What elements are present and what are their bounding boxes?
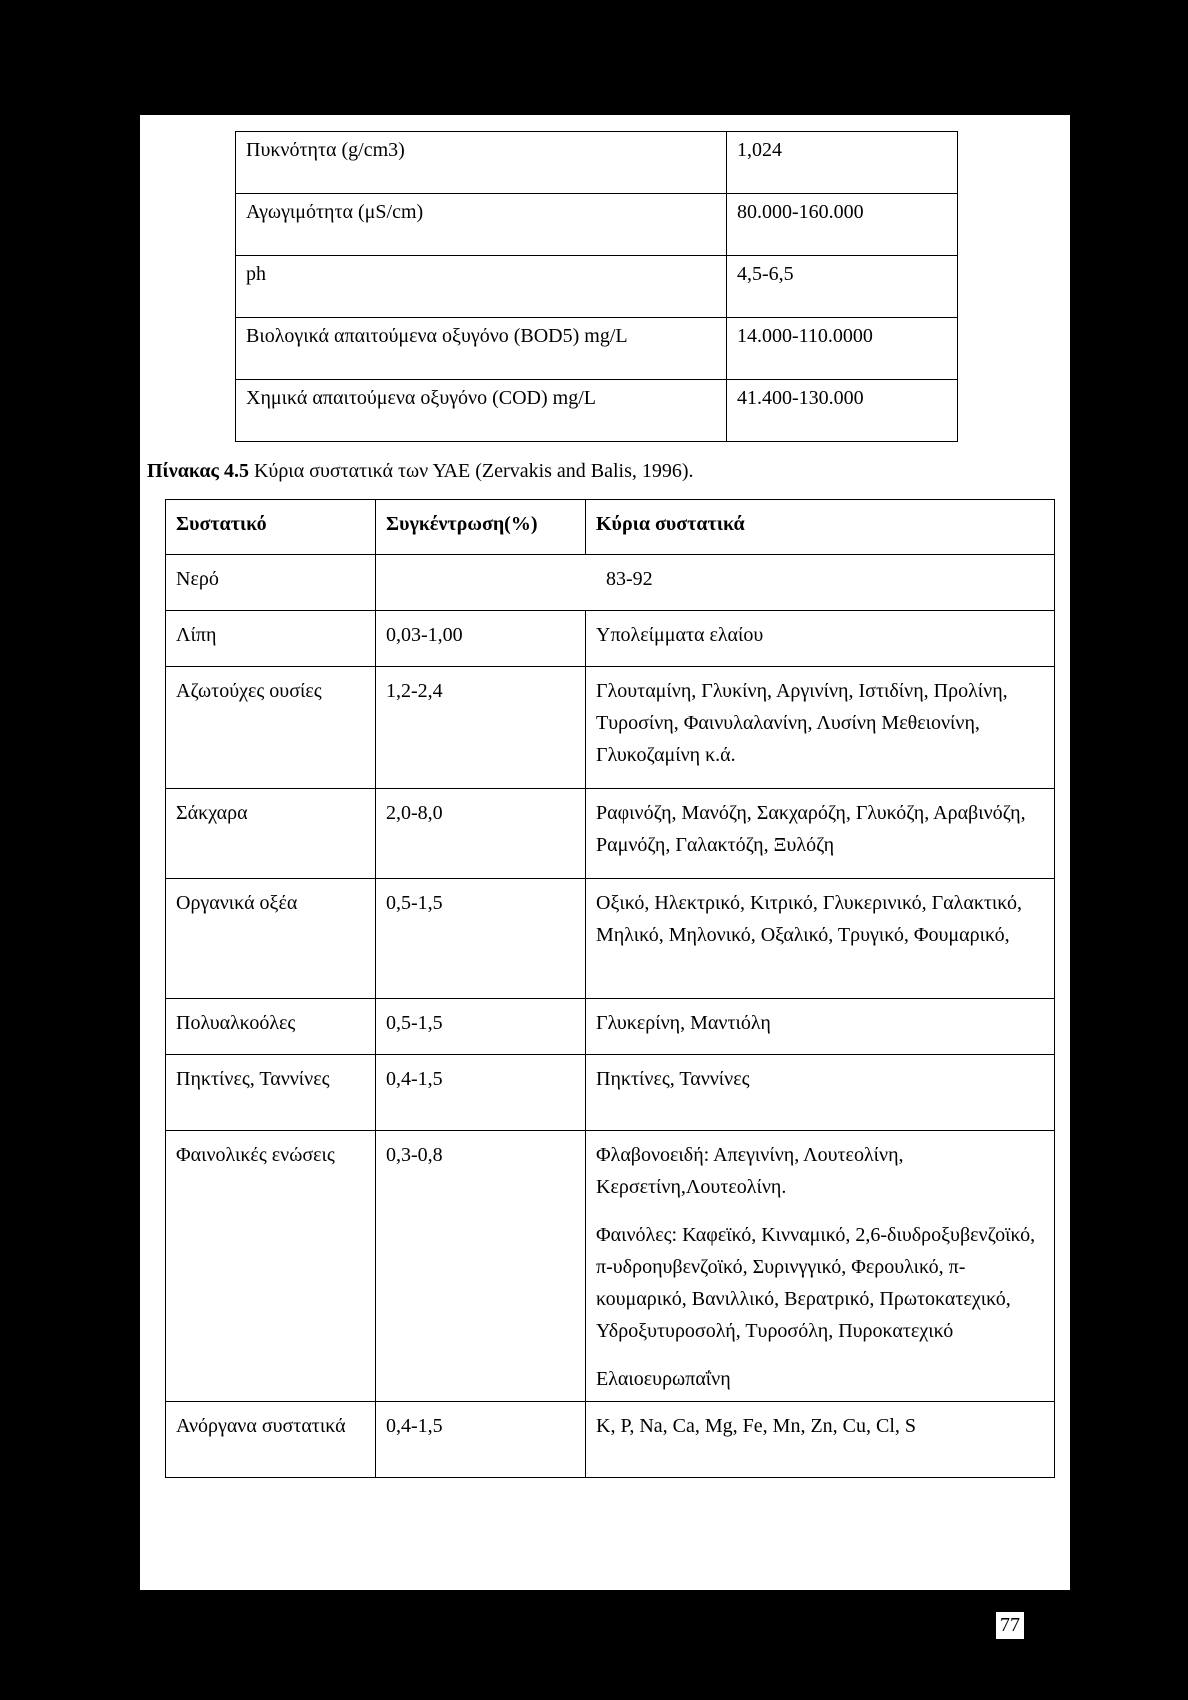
column-header-main-constituents: Κύρια συστατικά [586, 500, 1055, 555]
property-label: Πυκνότητα (g/cm3) [236, 132, 727, 194]
component-concentration: 0,4-1,5 [376, 1402, 586, 1478]
component-concentration [376, 555, 1055, 611]
component-main: Γλυκερίνη, Μαντιόλη [586, 999, 1055, 1055]
component-main: Υπολείμματα ελαίου [586, 611, 1055, 667]
property-value: 41.400-130.000 [727, 380, 958, 442]
component-concentration: 0,5-1,5 [376, 879, 586, 999]
component-concentration: 0,3-0,8 [376, 1131, 586, 1402]
table-row [166, 1131, 1055, 1402]
component-concentration: 0,4-1,5 [376, 1055, 586, 1131]
component-name: Οργανικά οξέα [166, 879, 376, 999]
table-row [166, 1402, 1055, 1478]
table-row [166, 611, 1055, 667]
component-concentration: 0,03-1,00 [376, 611, 586, 667]
property-label: Χημικά απαιτούμενα οξυγόνο (COD) mg/L [236, 380, 727, 442]
component-name: Πηκτίνες, Ταννίνες [166, 1055, 376, 1131]
component-main: Πηκτίνες, Ταννίνες [586, 1055, 1055, 1131]
property-value: 14.000-110.0000 [727, 318, 958, 380]
property-value: 1,024 [727, 132, 958, 194]
caption-text: Κύρια συστατικά των ΥΑΕ (Zervakis and Balis, 1996). [248, 460, 694, 482]
component-main: K, P, Na, Ca, Mg, Fe, Mn, Zn, Cu, Cl, S [586, 1402, 1055, 1478]
component-concentration: 2,0-8,0 [376, 789, 586, 879]
flavonoids-text: Φλαβονοειδή: Απεγινίνη, Λουτεολίνη, Κερσετίνη,Λουτεολίνη. [596, 1144, 904, 1198]
component-concentration: 0,5-1,5 [376, 999, 586, 1055]
property-label: ph [236, 256, 727, 318]
component-main: Οξικό, Ηλεκτρικό, Κιτρικό, Γλυκερινικό, Γαλακτικό, Μηλικό, Μηλονικό, Οξαλικό, Τρυγικό, Φουμαρικό, [586, 879, 1055, 999]
properties-table [235, 131, 958, 442]
table-caption [147, 460, 698, 485]
component-name: Πολυαλκοόλες [166, 999, 376, 1055]
caption-prefix: Πίνακας 4.5 [147, 460, 249, 482]
table-row [166, 789, 1055, 879]
table-row [166, 879, 1055, 999]
property-value: 80.000-160.000 [727, 194, 958, 256]
component-main [586, 1131, 1055, 1402]
concentration-value: 83-92 [606, 568, 653, 590]
component-name: Λίπη [166, 611, 376, 667]
composition-table [165, 499, 1055, 1478]
component-main: Ραφινόζη, Μανόζη, Σακχαρόζη, Γλυκόζη, Αραβινόζη, Ραμνόζη, Γαλακτόζη, Ξυλόζη [586, 789, 1055, 879]
page-number: 77 [996, 1612, 1024, 1639]
table-row [166, 667, 1055, 789]
component-concentration: 1,2-2,4 [376, 667, 586, 789]
column-header-concentration: Συγκέντρωση(%) [376, 500, 586, 555]
component-name: Σάκχαρα [166, 789, 376, 879]
property-label: Αγωγιμότητα (μS/cm) [236, 194, 727, 256]
table-row [166, 555, 1055, 611]
column-header-component: Συστατικό [166, 500, 376, 555]
component-name: Φαινολικές ενώσεις [166, 1131, 376, 1402]
table-row [236, 380, 958, 442]
property-value: 4,5-6,5 [727, 256, 958, 318]
table-row [236, 256, 958, 318]
table-row [166, 1055, 1055, 1131]
component-main: Γλουταμίνη, Γλυκίνη, Αργινίνη, Ιστιδίνη, Προλίνη, Τυροσίνη, Φαινυλαλανίνη, Λυσίνη Μεθειονίνη, Γλυκοζαμίνη κ.ά. [586, 667, 1055, 789]
oleuropein-text: Ελαιοευρωπαΐνη [596, 1368, 731, 1390]
table-row [166, 999, 1055, 1055]
table-row [236, 194, 958, 256]
property-label: Βιολογικά απαιτούμενα οξυγόνο (BOD5) mg/L [236, 318, 727, 380]
table-header-row [166, 500, 1055, 555]
phenols-text: Φαινόλες: Καφεϊκό, Κινναμικό, 2,6-διυδροξυβενζοϊκό, π-υδροηυβενζοϊκό, Συρινγγικό, Φερουλικό, π-κουμαρικό, Βανιλλικό, Βερατρικό, Πρωτοκατεχικό, Υδροξυτυροσολή, Τυροσόλη, Πυροκατεχικό [596, 1224, 1036, 1342]
component-name: Αζωτούχες ουσίες [166, 667, 376, 789]
component-name: Νερό [166, 555, 376, 611]
table-row [236, 132, 958, 194]
component-name: Ανόργανα συστατικά [166, 1402, 376, 1478]
table-row [236, 318, 958, 380]
